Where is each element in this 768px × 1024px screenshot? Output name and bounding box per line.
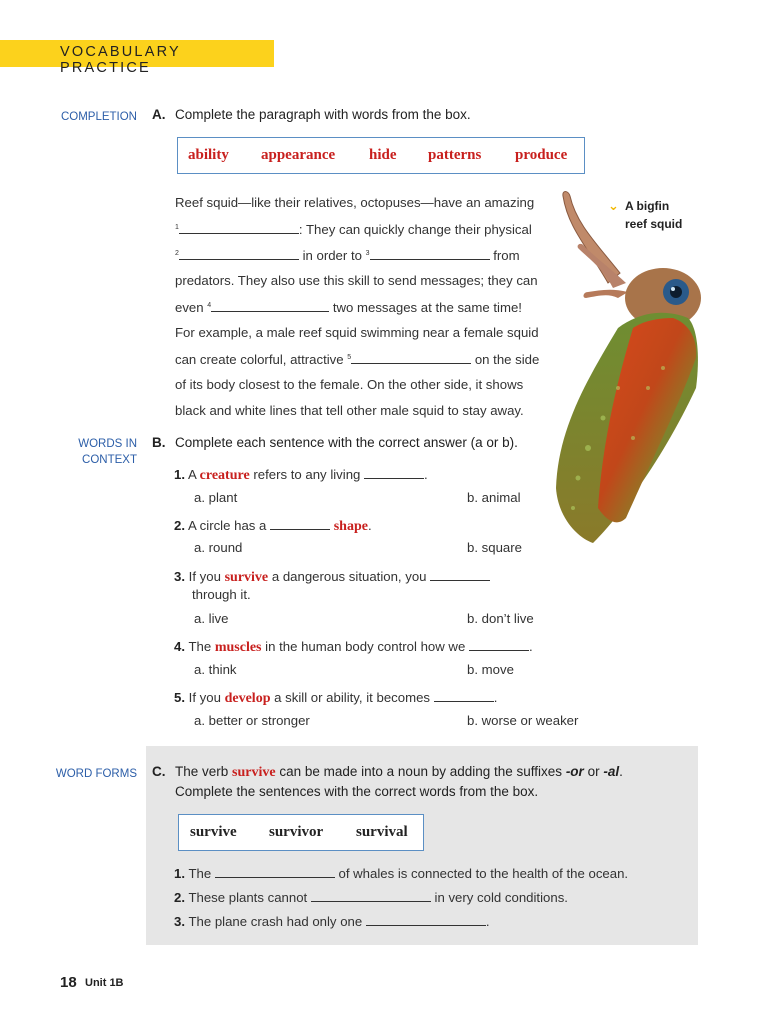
question-number: 2. bbox=[174, 890, 185, 905]
blank-3[interactable] bbox=[370, 247, 490, 260]
section-b-letter: B. bbox=[152, 435, 166, 450]
answer-blank[interactable] bbox=[430, 568, 490, 581]
question-text: A circle has a bbox=[187, 518, 271, 533]
suffix: -al bbox=[603, 764, 620, 779]
section-c-instruction-2: Complete the sentences with the correct words from the box. bbox=[175, 784, 539, 799]
question-text: These plants cannot bbox=[188, 890, 311, 905]
paragraph-line bbox=[175, 221, 532, 237]
paragraph-line: predators. They also use this skill to send messages; they can bbox=[175, 273, 538, 288]
section-c-instruction-1 bbox=[175, 764, 623, 781]
word-box-word: patterns bbox=[428, 147, 482, 163]
question-text: a dangerous situation, you bbox=[268, 569, 431, 584]
suffix: -or bbox=[565, 764, 584, 779]
banner-title: VOCABULARY PRACTICE bbox=[60, 44, 181, 76]
option-b[interactable]: b. move bbox=[467, 662, 514, 677]
blank-number: 5 bbox=[347, 354, 352, 361]
blank-number: 3 bbox=[365, 250, 370, 257]
answer-blank[interactable] bbox=[270, 517, 330, 530]
question-number: 5. bbox=[174, 690, 185, 705]
question-text: . bbox=[367, 518, 372, 533]
question-number: 1. bbox=[174, 866, 185, 881]
paragraph-text: can create colorful, attractive bbox=[175, 352, 348, 367]
question-text: If you bbox=[188, 569, 225, 584]
answer-blank[interactable] bbox=[215, 865, 335, 878]
side-label-completion: COMPLETION bbox=[60, 111, 137, 123]
answer-blank[interactable] bbox=[311, 889, 431, 902]
unit-label: Unit 1B bbox=[85, 977, 124, 989]
instruction-text: The verb bbox=[175, 764, 233, 779]
keyword: muscles bbox=[214, 640, 262, 655]
answer-blank[interactable] bbox=[469, 638, 529, 651]
question-item bbox=[174, 517, 372, 535]
question-text: in very cold conditions. bbox=[430, 890, 568, 905]
option-a[interactable]: a. think bbox=[194, 662, 237, 677]
blank-number: 1 bbox=[175, 224, 179, 231]
caption-line: A bigfin bbox=[625, 199, 670, 213]
blank-5[interactable] bbox=[351, 351, 471, 364]
question-text: . bbox=[424, 467, 428, 482]
option-a[interactable]: a. plant bbox=[194, 490, 238, 505]
option-a[interactable]: a. round bbox=[194, 540, 243, 555]
question-item bbox=[174, 689, 497, 707]
question-number: 4. bbox=[174, 639, 185, 654]
question-text: If you bbox=[188, 690, 225, 705]
question-text: The bbox=[188, 866, 215, 881]
paragraph-line: For example, a male reef squid swimming near a female squid bbox=[175, 325, 539, 340]
question-item bbox=[174, 638, 533, 656]
section-b-instruction: Complete each sentence with the correct answer (a or b). bbox=[175, 435, 518, 450]
blank-2[interactable] bbox=[179, 247, 299, 260]
word-box-word: appearance bbox=[261, 147, 336, 163]
paragraph-line: black and white lines that tell other male squid to stay away. bbox=[175, 403, 524, 418]
word-box-word: produce bbox=[515, 147, 568, 163]
word-box-word: hide bbox=[369, 147, 397, 163]
question-text: refers to any living bbox=[249, 467, 365, 482]
option-b[interactable]: b. worse or weaker bbox=[467, 713, 579, 728]
paragraph-text: in order to bbox=[298, 248, 366, 263]
question-item bbox=[174, 568, 490, 586]
section-a-letter: A. bbox=[152, 107, 166, 122]
blank-number: 2 bbox=[175, 250, 179, 257]
word-box-a bbox=[177, 137, 585, 174]
word-box-c bbox=[178, 814, 424, 851]
paragraph-line bbox=[175, 247, 520, 263]
question-item bbox=[174, 466, 428, 484]
side-label-line: CONTEXT bbox=[82, 454, 137, 466]
question-text: A bbox=[187, 467, 200, 482]
paragraph-text: on the side bbox=[471, 352, 540, 367]
paragraph-line bbox=[175, 299, 522, 315]
instruction-text: . bbox=[619, 764, 623, 779]
side-label-line: WORDS IN bbox=[78, 438, 137, 450]
question-item bbox=[174, 889, 568, 905]
paragraph-text: from bbox=[489, 248, 520, 263]
question-text: . bbox=[528, 639, 533, 654]
side-label-word-forms: WORD FORMS bbox=[55, 768, 137, 780]
option-a[interactable]: a. live bbox=[194, 611, 229, 626]
paragraph-text: : They can quickly change their physical bbox=[298, 222, 532, 237]
question-number: 2. bbox=[174, 518, 185, 533]
answer-blank[interactable] bbox=[366, 913, 486, 926]
question-number: 3. bbox=[174, 914, 185, 929]
question-item bbox=[174, 865, 628, 881]
word-box-word: ability bbox=[188, 147, 229, 163]
section-a-instruction: Complete the paragraph with words from the box. bbox=[175, 107, 471, 122]
bigfin-reef-squid-image bbox=[548, 188, 708, 548]
paragraph-text: even bbox=[175, 300, 208, 315]
question-number: 1. bbox=[174, 467, 185, 482]
answer-blank[interactable] bbox=[434, 689, 494, 702]
instruction-text: can be made into a noun by adding the suffixes bbox=[275, 764, 566, 779]
question-text: . bbox=[493, 690, 498, 705]
question-text: a skill or ability, it becomes bbox=[270, 690, 434, 705]
word-box-word: survivor bbox=[269, 824, 324, 840]
keyword: survive bbox=[224, 570, 269, 585]
paragraph-line bbox=[175, 351, 539, 367]
page-number: 18 bbox=[60, 974, 77, 991]
question-text: The plane crash had only one bbox=[188, 914, 366, 929]
word-box-word: survival bbox=[356, 824, 408, 840]
keyword: shape bbox=[333, 519, 368, 534]
instruction-text: or bbox=[583, 764, 604, 779]
option-a[interactable]: a. better or stronger bbox=[194, 713, 310, 728]
option-b[interactable]: b. square bbox=[467, 540, 522, 555]
section-c-letter: C. bbox=[152, 764, 166, 779]
blank-4[interactable] bbox=[211, 299, 329, 312]
option-b[interactable]: b. animal bbox=[467, 490, 521, 505]
side-label-words-in-context bbox=[19, 436, 137, 468]
option-b[interactable]: b. don’t live bbox=[467, 611, 534, 626]
keyword: survive bbox=[232, 765, 276, 780]
word-box-word: survive bbox=[190, 824, 237, 840]
question-text: . bbox=[485, 914, 490, 929]
question-text: of whales is connected to the health of the ocean. bbox=[334, 866, 629, 881]
paragraph-line: Reef squid—like their relatives, octopuses—have an amazing bbox=[175, 195, 535, 210]
question-text: The bbox=[188, 639, 215, 654]
chevron-down-icon: ⌄ bbox=[608, 198, 619, 213]
question-number: 3. bbox=[174, 569, 185, 584]
question-text: in the human body control how we bbox=[261, 639, 469, 654]
question-continuation: through it. bbox=[192, 587, 251, 602]
answer-blank[interactable] bbox=[364, 466, 424, 479]
blank-1[interactable] bbox=[179, 221, 299, 234]
blank-number: 4 bbox=[207, 302, 212, 309]
keyword: develop bbox=[224, 691, 271, 706]
paragraph-text: two messages at the same time! bbox=[329, 300, 522, 315]
caption-line: reef squid bbox=[625, 217, 683, 231]
keyword: creature bbox=[199, 468, 250, 483]
image-caption bbox=[608, 197, 683, 233]
paragraph-line: of its body closest to the female. On the other side, it shows bbox=[175, 377, 524, 392]
section-banner bbox=[0, 40, 274, 76]
question-item bbox=[174, 913, 490, 929]
